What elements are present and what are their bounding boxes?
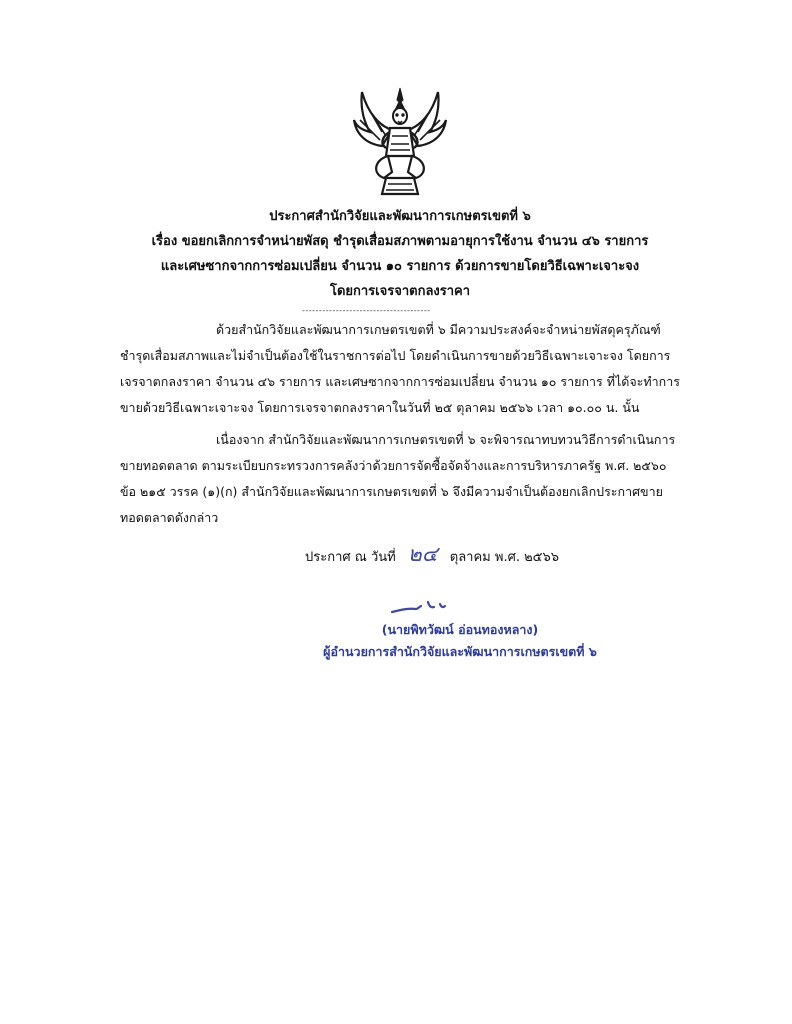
date-suffix: ตุลาคม พ.ศ. ๒๕๖๖ (449, 550, 560, 565)
paragraph1-line: ขายด้วยวิธีเฉพาะเจาะจง โดยการเจรจาตกลงราคาในวันที่ ๒๕ ตุลาคม ๒๕๖๖ เวลา ๑๐.๐๐ น. นั้น (120, 400, 640, 415)
paragraph1-line: ด้วยสำนักวิจัยและพัฒนาการเกษตรเขตที่ ๖ มีความประสงค์จะจำหน่ายพัสดุครุภัณฑ์ (216, 322, 661, 337)
signature-icon (388, 598, 460, 618)
date-prefix: ประกาศ ณ วันที่ (305, 550, 396, 565)
paragraph1-line: ชำรุดเสื่อมสภาพและไม่จำเป็นต้องใช้ในราชการต่อไป โดยดำเนินการขายด้วยวิธีเฉพาะเจาะจง โดยการ (120, 348, 671, 363)
announcement-title: ประกาศสำนักวิจัยและพัฒนาการเกษตรเขตที่ ๖ (269, 209, 531, 224)
announcement-subject-cont: และเศษซากจากการซ่อมเปลี่ยน จำนวน ๑๐ รายการ ด้วยการขายโดยวิธีเฉพาะเจาะจง (160, 259, 640, 274)
announcement-date (305, 538, 559, 571)
signer-name: (นายพิทวัฒน์ อ่อนทองหลาง) (381, 622, 539, 637)
announcement-subject-end: โดยการเจรจาตกลงราคา (329, 284, 471, 299)
paragraph2-line: ข้อ ๒๑๕ วรรค (๑)(ก) สำนักวิจัยและพัฒนาการเกษตรเขตที่ ๖ จึงมีความจำเป็นต้องยกเลิกประกาศขาย (120, 484, 663, 499)
signer-title: ผู้อำนวยการสำนักวิจัยและพัฒนาการเกษตรเขตที่ ๖ (323, 644, 597, 659)
heading-divider: -------------------------------------- (302, 306, 431, 315)
handwritten-day: ๒๔ (407, 542, 438, 566)
paragraph2-line: ขายทอดตลาด ตามระเบียบกระทรวงการคลังว่าด้วยการจัดซื้อจัดจ้างและการบริหารภาครัฐ พ.ศ. ๒๕๖๐ (120, 458, 667, 473)
garuda-emblem-icon (352, 86, 448, 198)
paragraph2-line: เนื่องจาก สำนักวิจัยและพัฒนาการเกษตรเขตที่ ๖ จะพิจารณาทบทวนวิธีการดำเนินการ (216, 432, 676, 447)
paragraph2-line: ทอดตลาดดังกล่าว (120, 510, 219, 525)
paragraph1-line: เจรจาตกลงราคา จำนวน ๔๖ รายการ และเศษซากจากการซ่อมเปลี่ยน จำนวน ๑๐ รายการ ที่ได้จะทำการ (120, 374, 680, 389)
announcement-subject: เรื่อง ขอยกเลิกการจำหน่ายพัสดุ ชำรุดเสื่อมสภาพตามอายุการใช้งาน จำนวน ๔๖ รายการ (151, 234, 649, 249)
